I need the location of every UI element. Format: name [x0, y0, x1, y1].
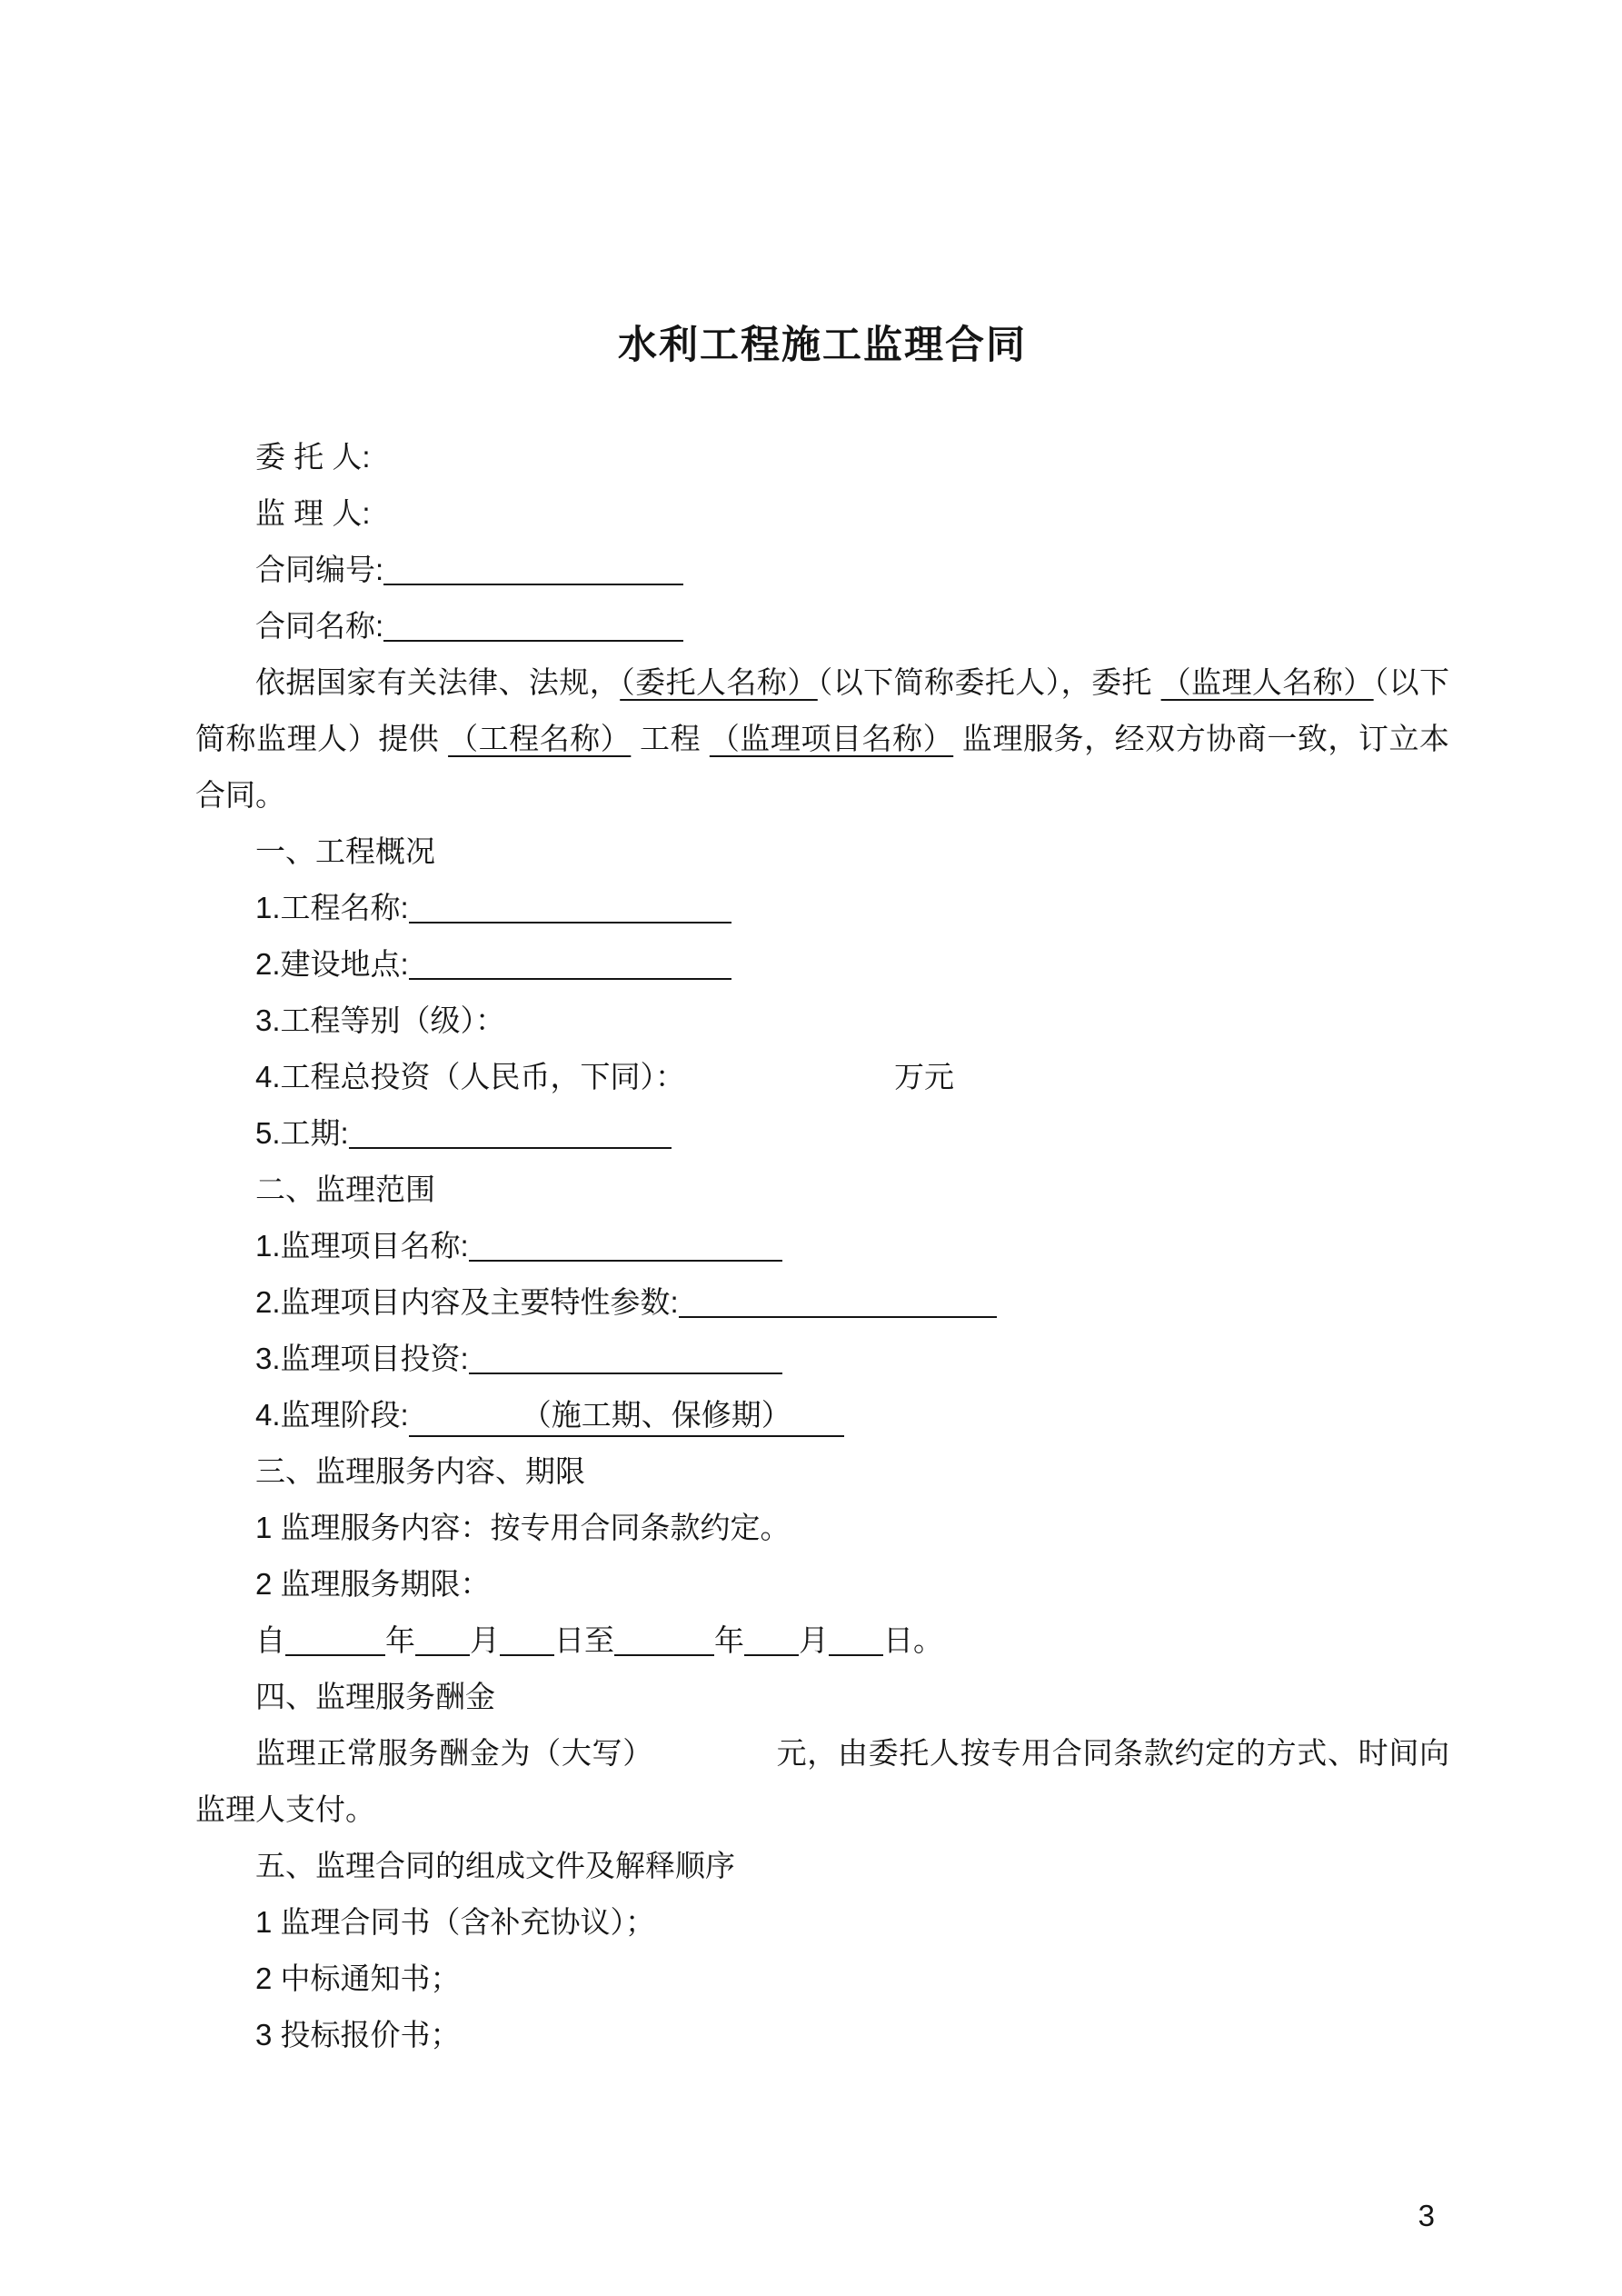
date-month2-label: 月 [799, 1623, 829, 1657]
document-title: 水利工程施工监理合同 [618, 324, 1027, 367]
supervision-project-name-label: 1.监理项目名称: [255, 1229, 469, 1263]
supervision-project-name-placeholder: （监理项目名称） [709, 722, 954, 755]
date-year2-blank [614, 1653, 714, 1656]
page-number: 3 [1418, 2199, 1435, 2232]
supervision-stage-fill: （施工期、保修期） [409, 1395, 844, 1437]
section1-heading: 一、工程概况 [255, 834, 435, 868]
project-name-blank [409, 921, 731, 923]
section1-item5 [195, 1105, 1449, 1162]
supervision-project-content-blank [679, 1315, 997, 1318]
section4-heading: 四、监理服务酬金 [255, 1680, 495, 1713]
contract-no-label: 合同编号: [255, 553, 384, 586]
project-name-label: 1.工程名称: [255, 891, 409, 924]
supervision-project-name-blank [469, 1259, 782, 1262]
section4-paragraph [195, 1725, 1449, 1838]
client-label: 委 托 人: [255, 440, 371, 474]
supervision-project-investment-label: 3.监理项目投资: [255, 1342, 469, 1375]
line-client [195, 429, 1449, 485]
supervisor-label: 监 理 人: [255, 496, 371, 530]
contract-name-blank [383, 639, 683, 642]
supervision-project-content-label: 2.监理项目内容及主要特性参数: [255, 1285, 679, 1319]
date-day2-blank [829, 1653, 883, 1656]
total-investment-unit: 万元 [894, 1060, 955, 1093]
section1-item3: 3.工程等别（级）： [255, 1003, 506, 1037]
section5-item1: 1 监理合同书（含补充协议）； [255, 1905, 656, 1939]
section2-item2 [195, 1274, 1449, 1331]
section2-item1 [195, 1218, 1449, 1274]
duration-blank [349, 1146, 672, 1149]
date-year1-label: 年 [385, 1623, 415, 1657]
date-to-label: 日至 [554, 1623, 614, 1657]
section2-item4 [195, 1387, 1449, 1443]
intro-paragraph [195, 654, 1449, 824]
intro-text-5: 监理服务，经双方协商一致，订立本合同。 [195, 722, 1450, 812]
intro-text-1: 依据国家有关法律、法规， [255, 665, 621, 699]
project-name-placeholder: （工程名称） [448, 722, 632, 755]
supervision-stage-label: 4.监理阶段: [255, 1398, 409, 1432]
construction-site-label: 2.建设地点: [255, 947, 409, 981]
date-day1-blank [500, 1653, 554, 1656]
section1-item1 [195, 880, 1449, 936]
line-contract-no [195, 542, 1449, 598]
supervisor-name-placeholder: （监理人名称） [1160, 665, 1374, 699]
duration-label: 5.工期: [255, 1116, 349, 1150]
section3-item2: 2 监理服务期限： [255, 1567, 491, 1601]
remuneration-text-after: 元，由委托人按专用合同条款约定的方式、时间向监理人支付。 [195, 1736, 1450, 1826]
section1-item2 [195, 936, 1449, 993]
intro-text-2: （以下简称委托人），委托 [817, 665, 1161, 699]
section5-item2: 2 中标通知书； [255, 1962, 461, 1995]
date-month2-blank [744, 1653, 799, 1656]
date-end-label: 日。 [883, 1623, 943, 1657]
date-line [195, 1612, 1449, 1669]
remuneration-text-before: 监理正常服务酬金为（大写） [255, 1736, 653, 1770]
total-investment-label: 4.工程总投资（人民币，下同）： [255, 1060, 686, 1093]
section1-item4 [195, 1049, 1449, 1105]
section3-heading: 三、监理服务内容、期限 [255, 1454, 585, 1488]
intro-text-4: 工程 [631, 722, 710, 755]
date-year2-label: 年 [714, 1623, 744, 1657]
line-contract-name [195, 598, 1449, 654]
section3-item1: 1 监理服务内容：按专用合同条款约定。 [255, 1511, 791, 1544]
section2-heading: 二、监理范围 [255, 1173, 435, 1206]
client-name-placeholder: （委托人名称） [620, 665, 818, 699]
date-month1-blank [415, 1653, 470, 1656]
construction-site-blank [409, 977, 731, 980]
line-supervisor [195, 485, 1449, 542]
section5-item3: 3 投标报价书； [255, 2018, 461, 2051]
date-from-label: 自 [255, 1623, 285, 1657]
section2-item3 [195, 1331, 1449, 1387]
date-month1-label: 月 [470, 1623, 500, 1657]
date-year1-blank [285, 1653, 385, 1656]
contract-name-label: 合同名称: [255, 609, 384, 643]
contract-no-blank [383, 583, 683, 585]
section5-heading: 五、监理合同的组成文件及解释顺序 [255, 1849, 735, 1882]
supervision-project-investment-blank [469, 1372, 782, 1374]
intro-text-3: （以下简称监理人）提供 [195, 665, 1450, 755]
